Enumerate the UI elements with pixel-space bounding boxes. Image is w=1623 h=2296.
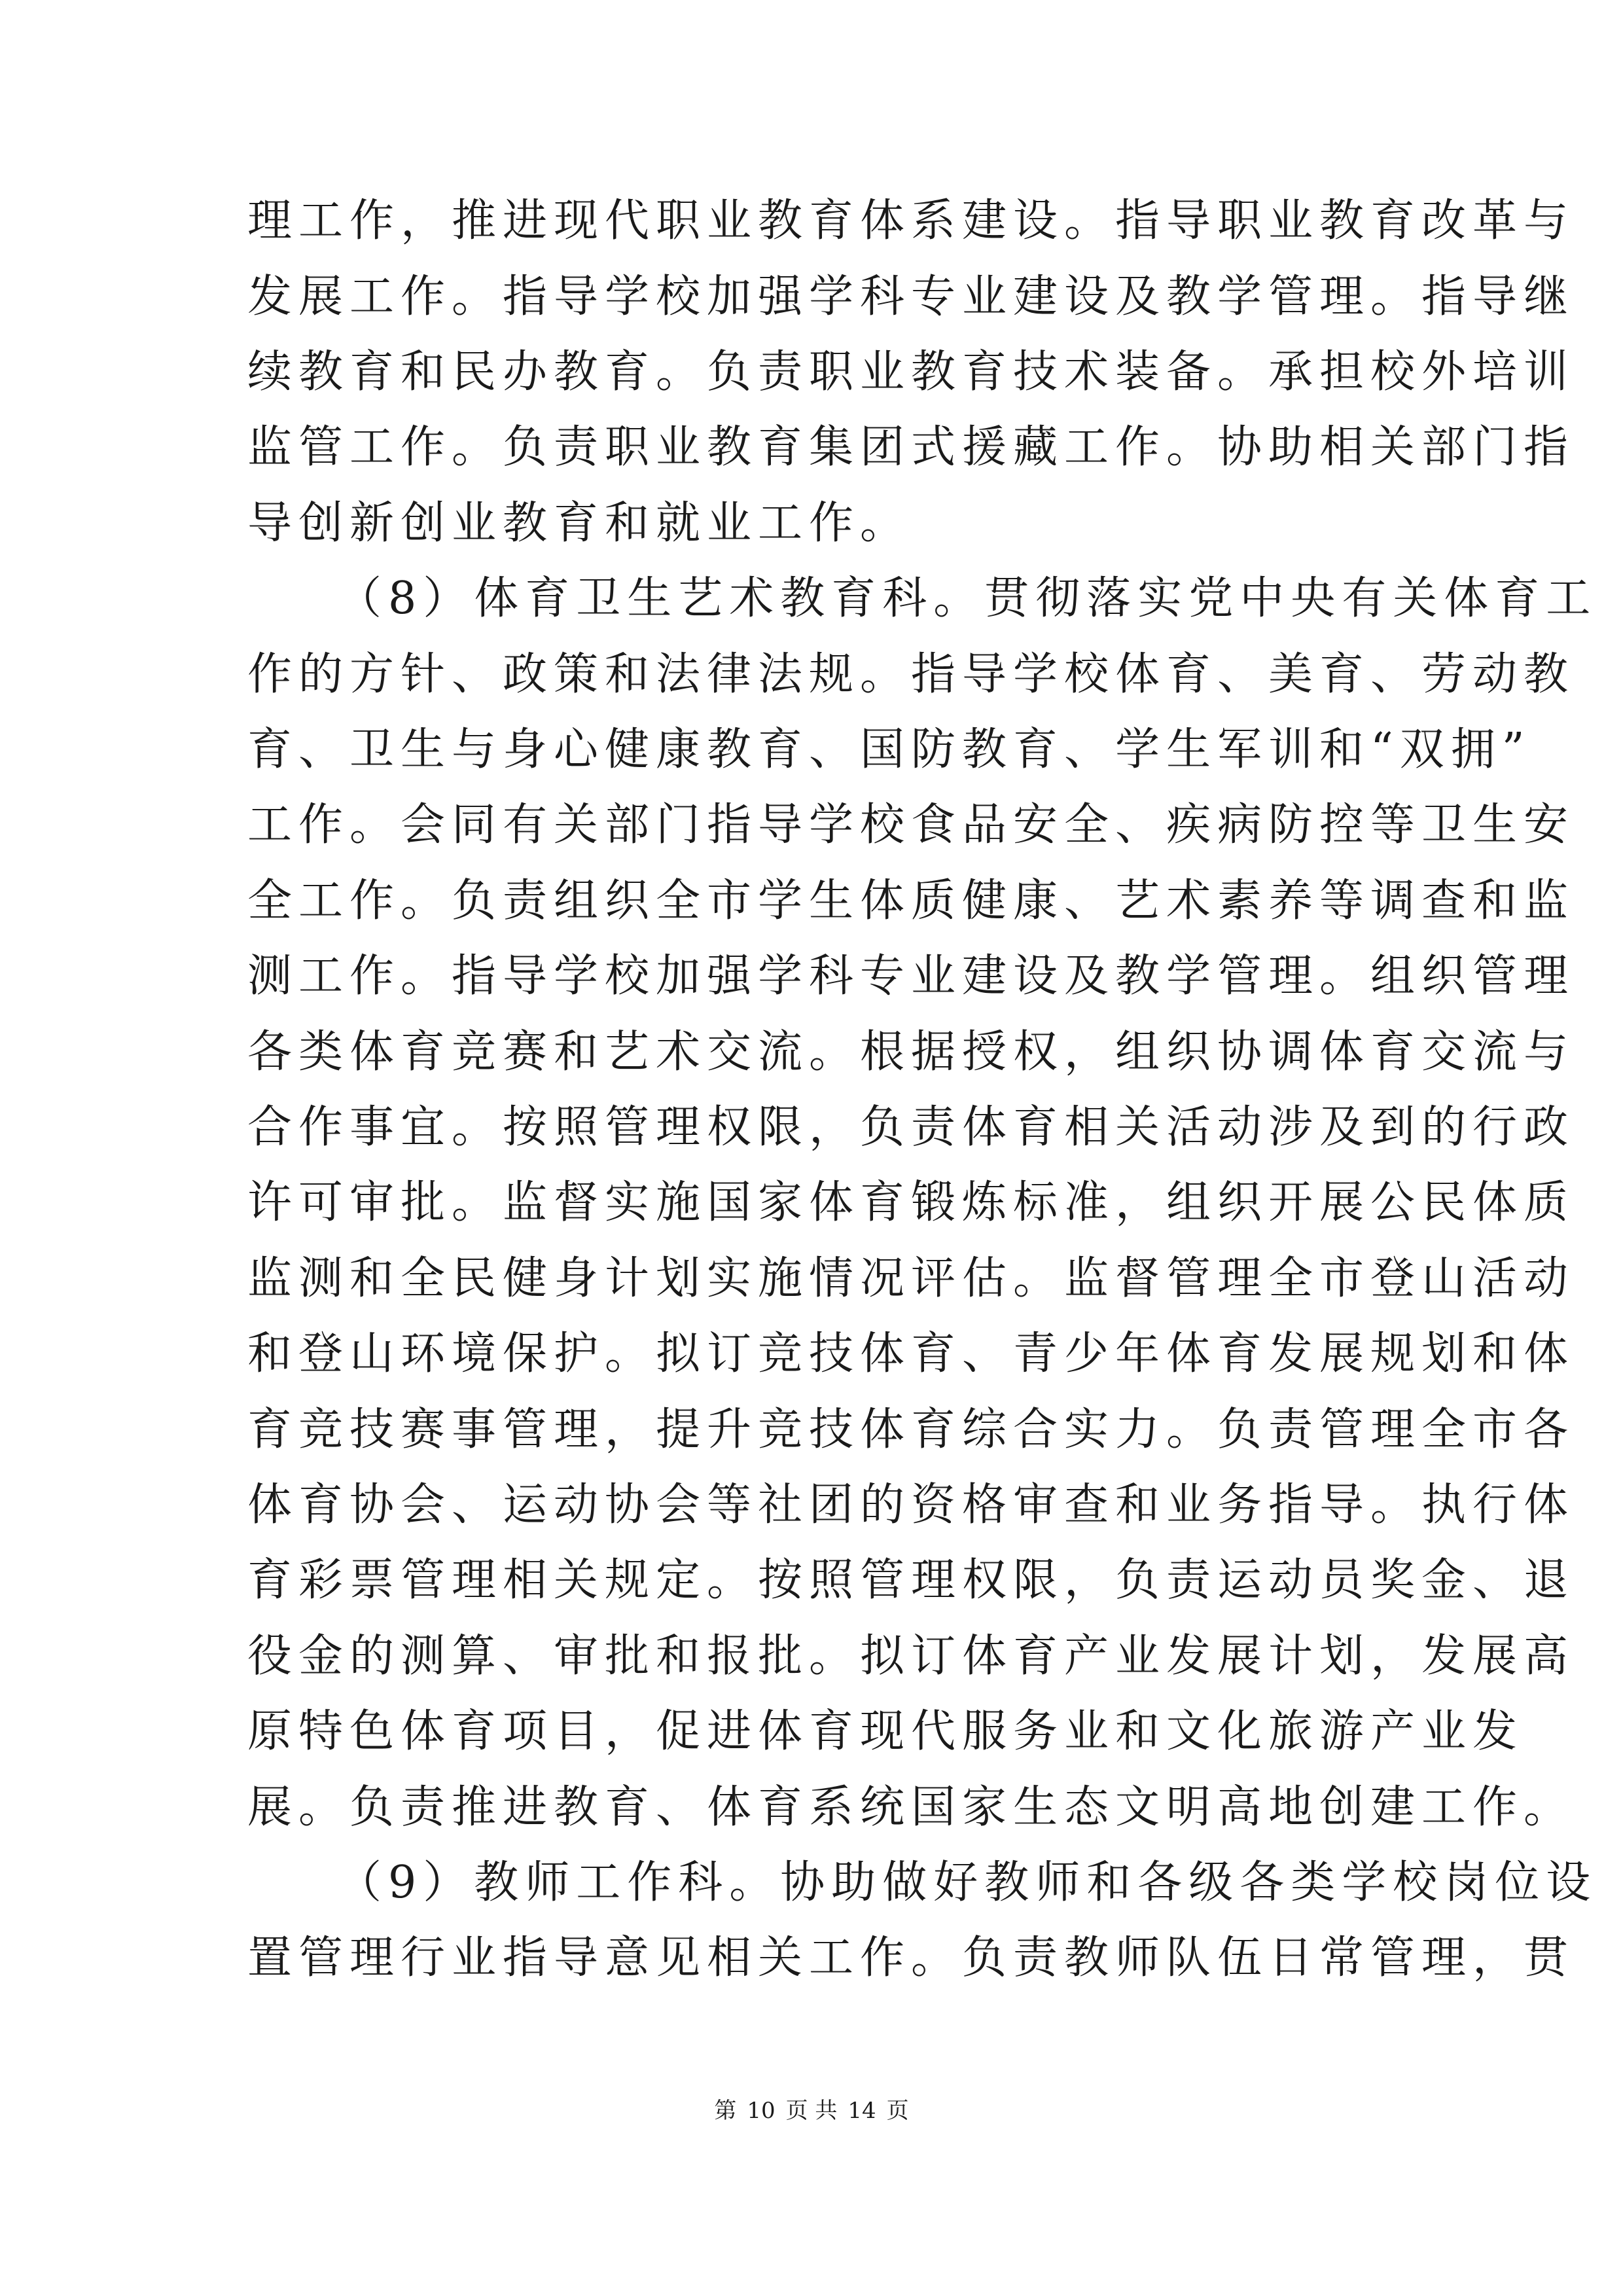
text-line: 续教育和民办教育。负责职业教育技术装备。承担校外培训 bbox=[247, 346, 1575, 398]
text-line: 监测和全民健身计划实施情况评估。监督管理全市登山活动 bbox=[247, 1253, 1575, 1304]
text-line: 作的方针、政策和法律法规。指导学校体育、美育、劳动教 bbox=[247, 649, 1575, 700]
total-pages: 14 bbox=[847, 2098, 876, 2124]
text-line: 导创新创业教育和就业工作。 bbox=[247, 497, 912, 549]
text-line: 置管理行业指导意见相关工作。负责教师队伍日常管理，贯 bbox=[247, 1932, 1575, 1984]
text-line: 展。负责推进教育、体育系统国家生态文明高地创建工作。 bbox=[247, 1782, 1575, 1833]
text-line: 役金的测算、审批和报批。拟订体育产业发展计划，发展高 bbox=[247, 1630, 1575, 1682]
text-line: 理工作，推进现代职业教育体系建设。指导职业教育改革与 bbox=[247, 195, 1575, 247]
text-line: 许可审批。监督实施国家体育锻炼标准，组织开展公民体质 bbox=[247, 1177, 1575, 1229]
page-number: 10 bbox=[747, 2098, 776, 2124]
text-line: 测工作。指导学校加强学科专业建设及教学管理。组织管理 bbox=[247, 950, 1575, 1002]
text-line: 体育协会、运动协会等社团的资格审查和业务指导。执行体 bbox=[247, 1479, 1575, 1531]
text-line: 全工作。负责组织全市学生体质健康、艺术素养等调查和监 bbox=[247, 875, 1575, 927]
text-line: 育彩票管理相关规定。按照管理权限，负责运动员奖金、退 bbox=[247, 1554, 1575, 1606]
text-line: 发展工作。指导学校加强学科专业建设及教学管理。指导继 bbox=[247, 271, 1575, 323]
text-line: 合作事宜。按照管理权限，负责体育相关活动涉及到的行政 bbox=[247, 1102, 1575, 1153]
footer-prefix: 第 bbox=[714, 2098, 737, 2124]
text-line-paragraph-start: （9）教师工作科。协助做好教师和各级各类学校岗位设 bbox=[337, 1857, 1597, 1909]
text-line: 各类体育竞赛和艺术交流。根据授权，组织协调体育交流与 bbox=[247, 1026, 1575, 1078]
text-line: 育、卫生与身心健康教育、国防教育、学生军训和“双拥” bbox=[247, 724, 1531, 776]
text-line: 工作。会同有关部门指导学校食品安全、疾病防控等卫生安 bbox=[247, 799, 1575, 851]
text-line: 监管工作。负责职业教育集团式援藏工作。协助相关部门指 bbox=[247, 422, 1575, 473]
text-line: 育竞技赛事管理，提升竞技体育综合实力。负责管理全市各 bbox=[247, 1404, 1575, 1456]
footer-middle: 页 共 bbox=[785, 2098, 838, 2124]
text-line-paragraph-start: （8）体育卫生艺术教育科。贯彻落实党中央有关体育工 bbox=[337, 573, 1597, 624]
text-line: 原特色体育项目，促进体育现代服务业和文化旅游产业发 bbox=[247, 1706, 1524, 1757]
page-footer bbox=[0, 2094, 1623, 2127]
footer-suffix: 页 bbox=[886, 2098, 909, 2124]
text-line: 和登山环境保护。拟订竞技体育、青少年体育发展规划和体 bbox=[247, 1328, 1575, 1380]
